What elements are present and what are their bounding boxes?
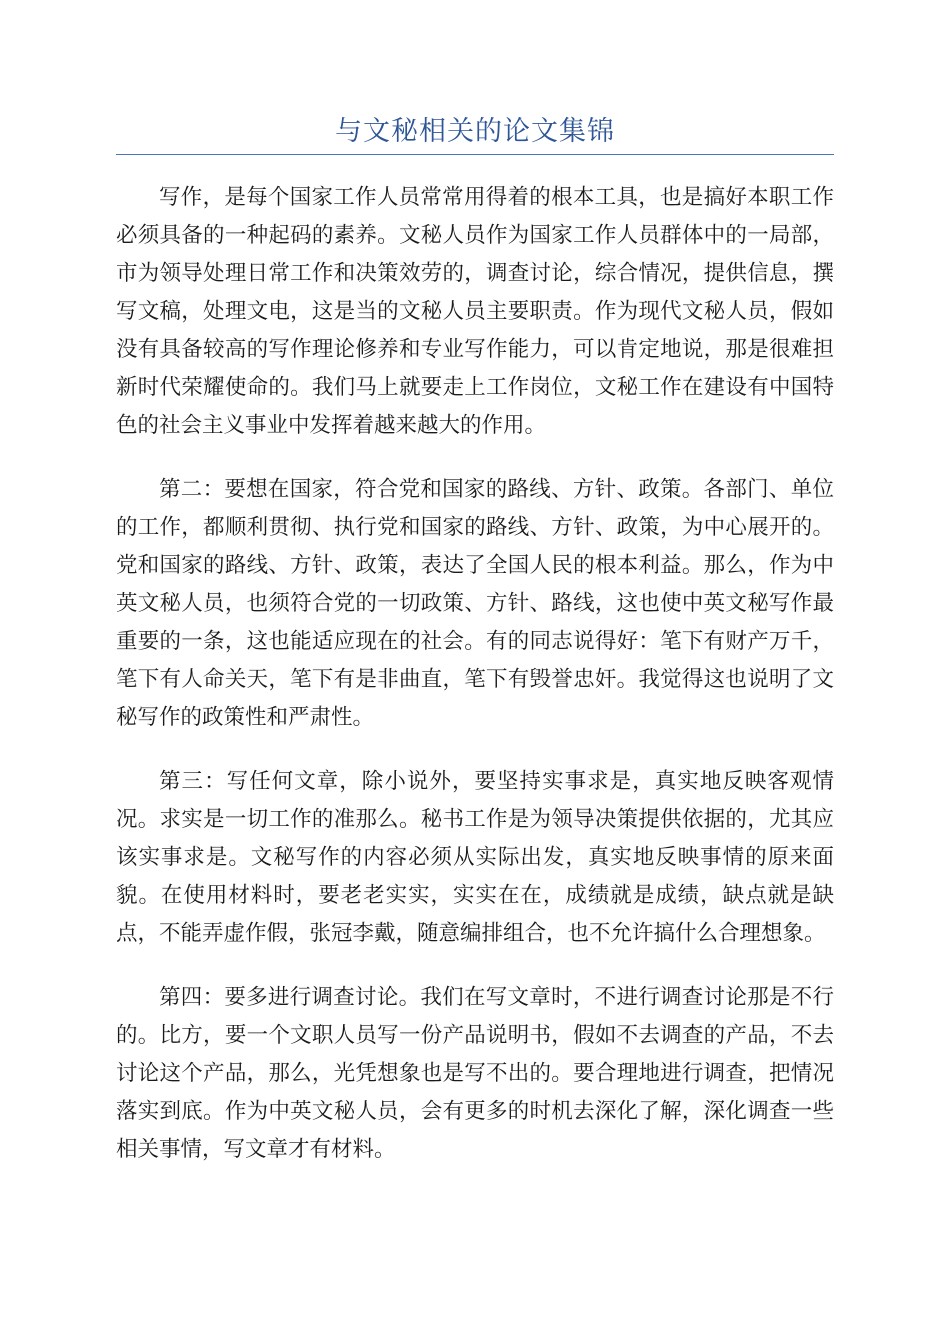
document-page bbox=[116, 112, 834, 1195]
paragraph-fourth: 第四：要多进行调查讨论。我们在写文章时，不进行调查讨论那是不行的。比方，要一个文职人员写一份产品说明书，假如不去调查的产品，不去讨论这个产品，那么，光凭想象也是写不出的。要合理地进行调查，把情况落实到底。作为中英文秘人员，会有更多的时机去深化了解，深化调查一些相关事情，写文章才有材料。 bbox=[116, 985, 834, 1162]
paragraph-second: 第二：要想在国家，符合党和国家的路线、方针、政策。各部门、单位的工作，都顺利贯彻、执行党和国家的路线、方针、政策，为中心展开的。党和国家的路线、方针、政策，表达了全国人民的根本利益。那么，作为中英文秘人员，也须符合党的一切政策、方针、路线，这也使中英文秘写作最重要的一条，这也能适应现在的社会。有的同志说得好：笔下有财产万千，笔下有人命关天，笔下有是非曲直，笔下有毁誉忠奸。我觉得这也说明了文秘写作的政策性和严肃性。 bbox=[116, 477, 834, 730]
document-title: 与文秘相关的论文集锦 bbox=[116, 112, 834, 155]
paragraph-third: 第三：写任何文章，除小说外，要坚持实事求是，真实地反映客观情况。求实是一切工作的准那么。秘书工作是为领导决策提供依据的，尤其应该实事求是。文秘写作的内容必须从实际出发，真实地反映事情的原来面貌。在使用材料时，要老老实实，实实在在，成绩就是成绩，缺点就是缺点，不能弄虚作假，张冠李戴，随意编排组合，也不允许搞什么合理想象。 bbox=[116, 769, 834, 946]
paragraph-intro: 写作，是每个国家工作人员常常用得着的根本工具，也是搞好本职工作必须具备的一种起码的素养。文秘人员作为国家工作人员群体中的一局部，市为领导处理日常工作和决策效劳的，调查讨论，综合情况，提供信息，撰写文稿，处理文电，这是当的文秘人员主要职责。作为现代文秘人员，假如没有具备较高的写作理论修养和专业写作能力，可以肯定地说，那是很难担新时代荣耀使命的。我们马上就要走上工作岗位，文秘工作在建设有中国特色的社会主义事业中发挥着越来越大的作用。 bbox=[116, 185, 834, 438]
